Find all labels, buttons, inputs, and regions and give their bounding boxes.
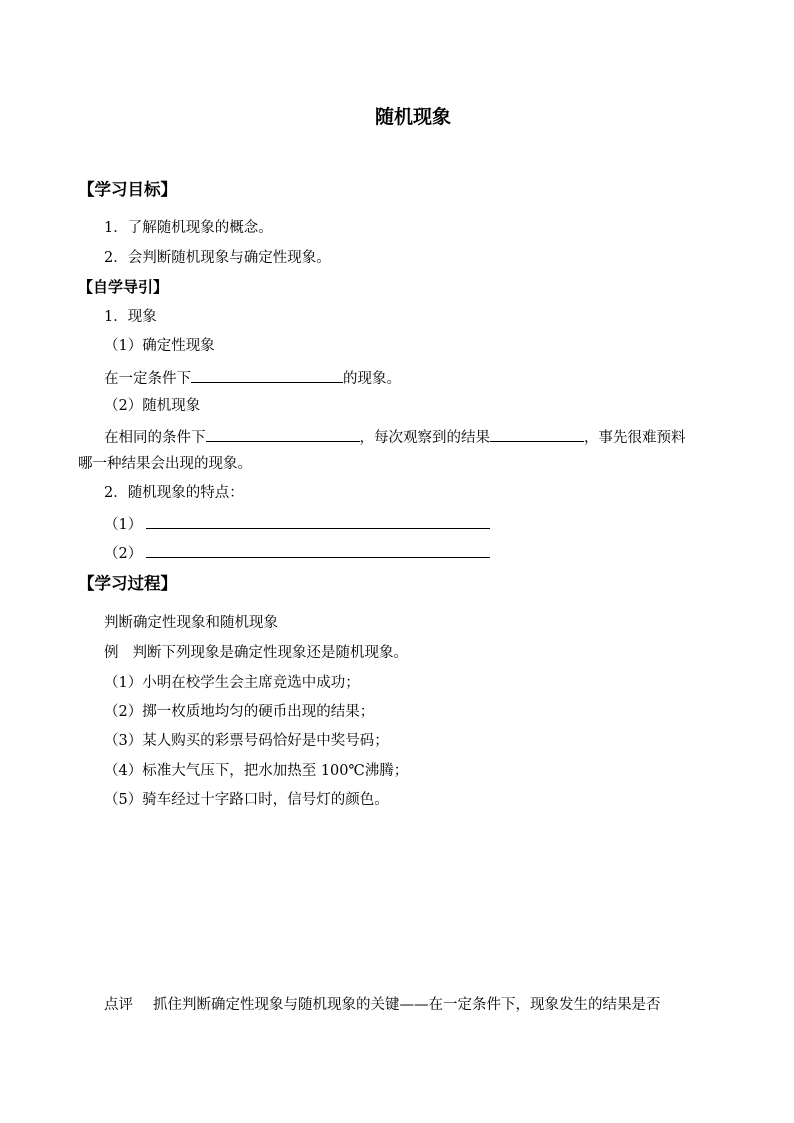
example-label: 例 <box>104 645 119 661</box>
page-title: 随机现象 <box>374 106 451 128</box>
feature-line-2 <box>104 541 490 564</box>
guide-sub2-continuation: 哪一种结果会出现的现象。 <box>78 456 252 472</box>
example-item-1: （1）小明在校学生会主席竞选中成功； <box>104 675 360 691</box>
section-heading-guide: 【自学导引】 <box>78 278 169 296</box>
feature-label-2: （2） <box>104 546 143 562</box>
comment-text: 抓住判断确定性现象与随机现象的关键——在一定条件下，现象发生的结果是否 <box>153 997 661 1013</box>
process-topic: 判断确定性现象和随机现象 <box>104 615 278 631</box>
goal-item-2: 2．会判断随机现象与确定性现象。 <box>104 250 331 266</box>
example-item-2: （2）掷一枚质地均匀的硬币出现的结果； <box>104 704 375 720</box>
example-text: 判断下列现象是确定性现象还是随机现象。 <box>132 645 408 661</box>
fill-blank-1 <box>191 366 343 383</box>
feature-label-1: （1） <box>104 517 143 533</box>
example-item-3: （3）某人购买的彩票号码恰好是中奖号码； <box>104 733 389 749</box>
guide-sub1-text-after: 的现象。 <box>343 371 401 387</box>
fill-blank-4 <box>146 512 490 529</box>
goal-item-1: 1．了解随机现象的概念。 <box>104 220 273 236</box>
guide-sub1-text-before: 在一定条件下 <box>104 371 191 387</box>
example-item-5: （5）骑车经过十字路口时，信号灯的颜色。 <box>104 792 389 808</box>
example-item-4: （4）标准大气压下，把水加热至 100℃沸腾； <box>104 763 409 779</box>
guide-item-2: 2．随机现象的特点： <box>104 485 244 501</box>
guide-sub2-text-a: 在相同的条件下 <box>104 430 206 446</box>
section-heading-process: 【学习过程】 <box>78 574 177 593</box>
guide-sub2-text-b: ，每次观察到的结果 <box>359 430 490 446</box>
guide-sub1-label: （1）确定性现象 <box>104 338 215 354</box>
feature-line-1 <box>104 512 490 535</box>
guide-sub2-text-c: ，事先很难预料 <box>584 430 686 446</box>
guide-item-1: 1．现象 <box>104 309 157 325</box>
fill-blank-2 <box>206 425 360 442</box>
section-heading-goals: 【学习目标】 <box>78 180 177 199</box>
guide-sub2-sentence <box>104 425 686 448</box>
comment-label: 点评 <box>104 997 133 1013</box>
guide-sub1-sentence <box>104 366 401 389</box>
comment-line <box>104 995 661 1015</box>
guide-sub2-label: （2）随机现象 <box>104 398 201 414</box>
fill-blank-5 <box>146 541 490 558</box>
example-line <box>104 643 408 663</box>
fill-blank-3 <box>490 425 584 442</box>
